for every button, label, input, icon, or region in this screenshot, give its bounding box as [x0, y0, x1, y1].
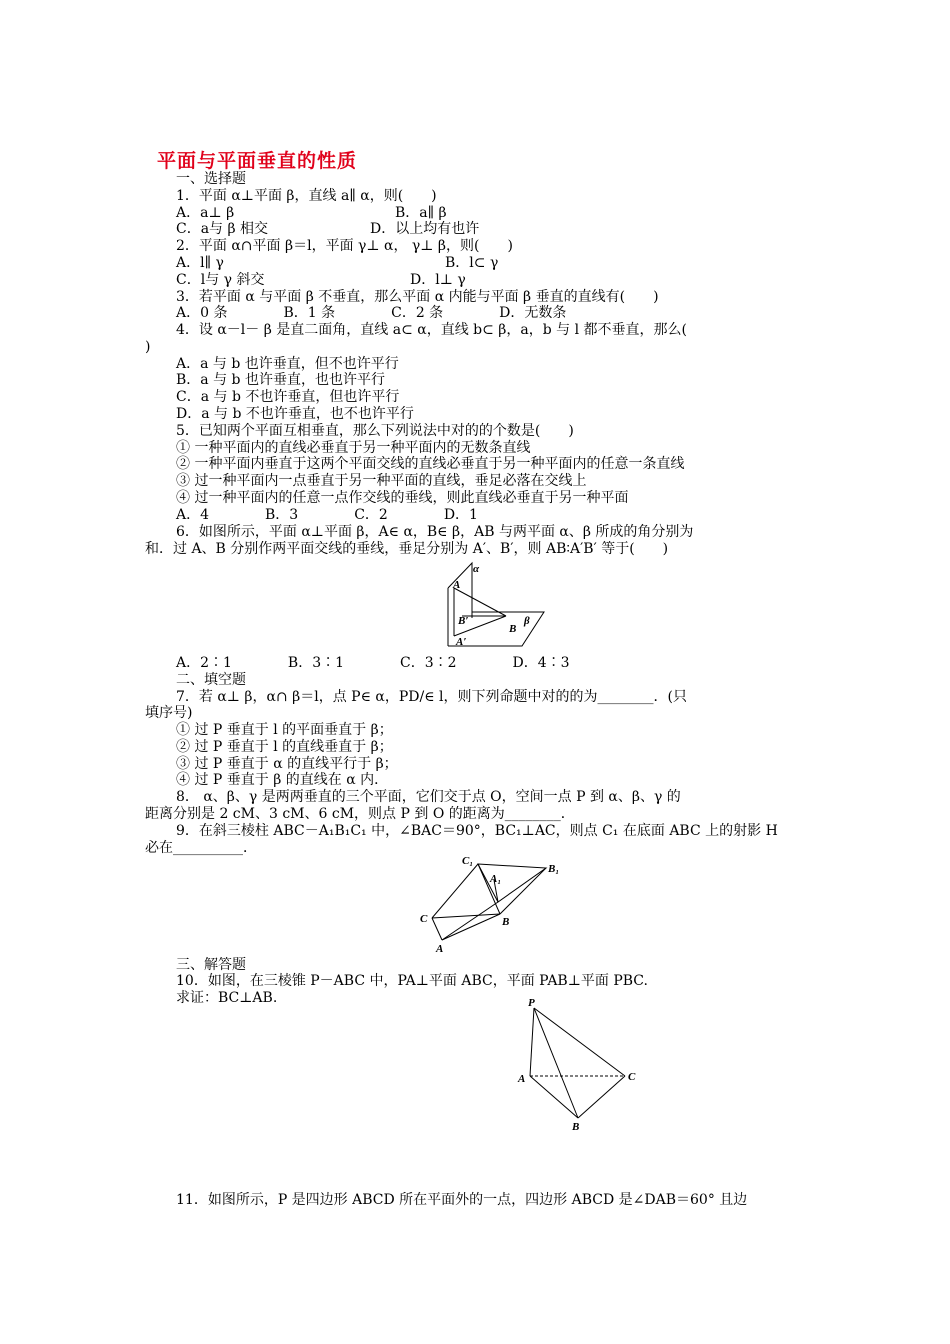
label-b1: B₁ — [548, 863, 560, 875]
question-7-stem-cont: 填序号) — [145, 705, 193, 721]
question-3-stem: 3．若平面 α 与平面 β 不垂直，那么平面 α 内能与平面 β 垂直的直线有( ) — [176, 289, 659, 305]
option-b: B．a 与 b 也许垂直，也也许平行 — [176, 372, 385, 388]
question-10-stem: 10．如图，在三棱锥 P－ABC 中，PA⊥平面 ABC，平面 PAB⊥平面 PBC. — [176, 973, 648, 989]
option-b: B．l⊂ γ — [445, 255, 499, 271]
statement-2: ② 一种平面内垂直于这两个平面交线的直线必垂直于另一种平面内的任意一条直线 — [176, 456, 685, 472]
label-b: B — [509, 623, 517, 635]
figure-perpendicular-planes — [440, 558, 550, 650]
option-d: D．以上均有也许 — [370, 221, 480, 237]
statement-3: ③ 过 P 垂直于 α 的直线平行于 β； — [176, 756, 398, 772]
edge-bc — [578, 1076, 625, 1118]
edge-cb — [432, 914, 500, 918]
question-9-stem: 9．在斜三棱柱 ABC－A₁B₁C₁ 中，∠BAC＝90°，BC₁⊥AC，则点 C₁ 在底面 ABC 上的射影 H — [176, 823, 778, 839]
option-c: C．a与 β 相交 — [176, 221, 269, 237]
statement-2: ② 过 P 垂直于 l 的直线垂直于 β； — [176, 739, 393, 755]
edge-ab — [442, 914, 500, 940]
question-5-stem: 5．已知两个平面互相垂直，那么下列说法中对的的个数是( ) — [176, 423, 574, 439]
question-4-stem: 4．设 α－l－ β 是直二面角，直线 a⊂ α，直线 b⊂ β，a，b 与 l 都不垂直，那么( — [176, 322, 687, 338]
label-a: A — [518, 1073, 526, 1085]
question-11-stem: 11．如图所示，P 是四边形 ABCD 所在平面外的一点，四边形 ABCD 是∠DAB＝60° 且边 — [176, 1192, 748, 1208]
label-a: A — [453, 579, 461, 591]
label-b-prime: B′ — [458, 615, 469, 627]
question-8-stem: 8． α、β、γ 是两两垂直的三个平面，它们交于点 O，空间一点 P 到 α、β、γ 的 — [176, 789, 681, 805]
edge-ca — [432, 918, 442, 940]
label-b: B — [502, 916, 510, 928]
option-b: B．a∥ β — [395, 205, 447, 221]
diagonal-bc1 — [478, 864, 500, 914]
label-p: P — [528, 997, 535, 1009]
question-3-options: A．0 条 B．1 条 C．2 条 D．无数条 — [176, 305, 567, 321]
section-heading: 三、解答题 — [176, 957, 246, 973]
label-c: C — [628, 1071, 636, 1083]
label-a-prime: A′ — [456, 636, 467, 648]
option-d: D．l⊥ γ — [410, 272, 466, 288]
option-c: C．a 与 b 不也许垂直，但也许平行 — [176, 389, 400, 405]
label-c: C — [420, 913, 428, 925]
edge-bb1 — [500, 868, 546, 914]
option-c: C．l与 γ 斜交 — [176, 272, 265, 288]
statement-4: ④ 过一种平面内的任意一点作交线的垂线，则此直线必垂直于另一种平面 — [176, 490, 629, 506]
statement-3: ③ 过一种平面内一点垂直于另一种平面的直线，垂足必落在交线上 — [176, 473, 587, 489]
question-7-stem: 7．若 α⊥ β，α∩ β＝l，点 P∈ α，PD/∈ l，则下列命题中对的的为________．(只 — [176, 689, 687, 705]
label-b: B — [572, 1121, 580, 1132]
section-heading: 二、填空题 — [176, 672, 246, 688]
question-9-stem-cont: 必在__________． — [145, 840, 257, 856]
figure-pyramid — [512, 996, 644, 1132]
question-1-stem: 1．平面 α⊥平面 β，直线 a∥ α，则( ) — [176, 188, 437, 204]
edge-cc1 — [432, 864, 478, 918]
label-a1: A₁ — [490, 873, 502, 885]
question-5-options: A．4 B．3 C．2 D．1 — [176, 507, 478, 523]
question-8-stem-cont: 距离分别是 2 cM、3 cM、6 cM，则点 P 到 O 的距离为________． — [145, 806, 575, 822]
page-title: 平面与平面垂直的性质 — [157, 150, 358, 172]
statement-1: ① 过 P 垂直于 l 的平面垂直于 β； — [176, 722, 393, 738]
question-6-options: A．2∶1 B．3∶1 C．3∶2 D．4∶3 — [176, 655, 570, 671]
question-6-stem: 6．如图所示，平面 α⊥平面 β，A∈ α，B∈ β，AB 与两平面 α、β 所成的角分别为 — [176, 524, 694, 540]
question-10-proof: 求证：BC⊥AB. — [176, 990, 278, 1006]
section-heading: 一、选择题 — [176, 171, 246, 187]
edge-ab — [530, 1076, 578, 1118]
option-a: A．a⊥ β — [176, 205, 235, 221]
statement-4: ④ 过 P 垂直于 β 的直线在 α 内． — [176, 772, 389, 788]
option-a: A．a 与 b 也许垂直，但不也许平行 — [176, 356, 399, 372]
figure-oblique-prism — [418, 852, 568, 954]
label-beta: β — [524, 615, 530, 627]
statement-1: ① 一种平面内的直线必垂直于另一种平面内的无数条直线 — [176, 440, 531, 456]
label-a: A — [436, 943, 444, 954]
question-2-stem: 2．平面 α∩平面 β＝l，平面 γ⊥ α， γ⊥ β，则( ) — [176, 238, 513, 254]
top-face — [478, 864, 546, 902]
label-alpha: α — [473, 563, 480, 575]
edge-pa — [530, 1008, 534, 1076]
question-4-stem-end: ) — [145, 339, 151, 355]
option-a: A．l∥ γ — [176, 255, 224, 271]
option-d: D．a 与 b 不也许垂直，也不也许平行 — [176, 406, 414, 422]
question-6-stem-cont: 和．过 A、B 分别作两平面交线的垂线，垂足分别为 A′、B′，则 AB∶A′B′ 等于( ) — [145, 541, 669, 557]
edge-aa1 — [442, 902, 498, 940]
label-c1: C₁ — [462, 855, 474, 867]
